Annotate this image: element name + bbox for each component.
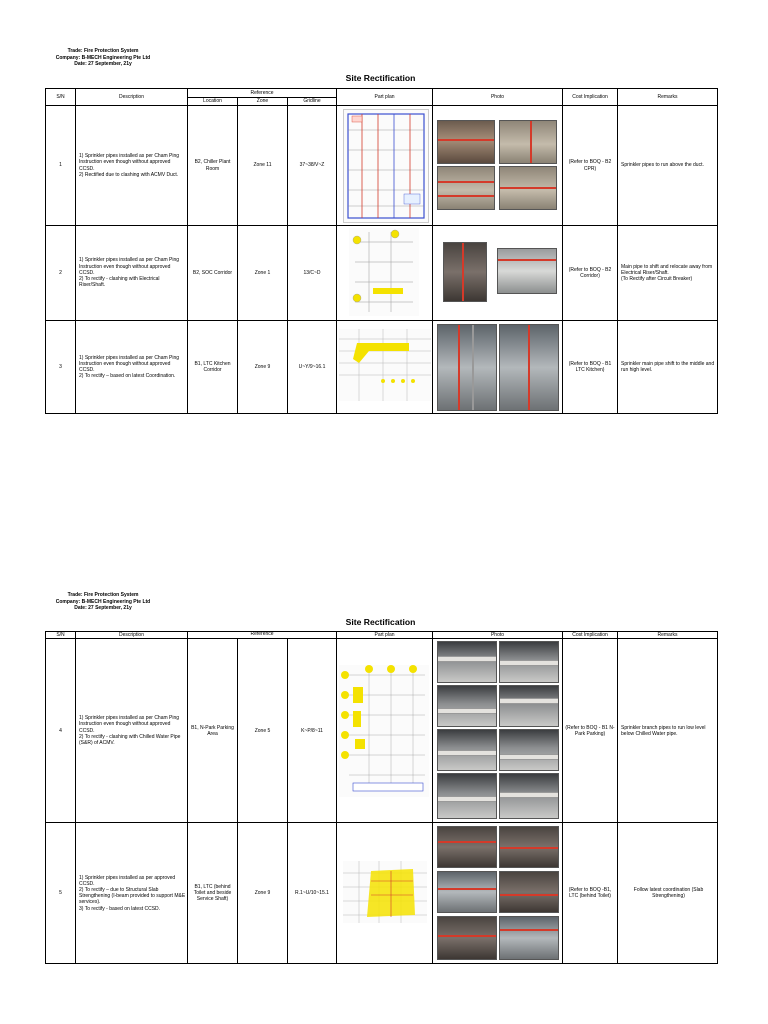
trade-label: Trade: Fire Protection System [67,592,139,598]
part-plan-drawing [339,329,431,401]
row-cost: (Refer to BOQ - B1 LTC Kitchen) [563,321,618,414]
part-plan-drawing [349,228,419,316]
col-photo: Photo [433,632,563,639]
row-description: 1) Sprinkler pipes installed as per Cham Ping Instruction even though without approved CCSD. 2) To rectify - clashing with Electrical Riser/Shaft. [76,226,188,321]
row-sn: 2 [46,226,76,321]
site-photo [499,773,559,819]
part-plan-cell [337,823,433,964]
row-description: 1) Sprinkler pipes installed as per Cham Ping Instruction even though without approved CCSD. 2) Rectified due to clashing with ACMV Duct. [76,106,188,226]
site-photo [499,826,559,868]
photo-cell [433,106,563,226]
part-plan-drawing [343,109,429,223]
part-plan-cell [337,639,433,823]
row-description: 1) Sprinkler pipes installed as per approved CCSD. 2) To rectify – due to Structural Slab Strengthening (I-beam provided to support M&E services). 3) To rectify - based on latest CCSD. [76,823,188,964]
row-description: 1) Sprinkler pipes installed as per Cham Ping Instruction even though without approved CCSD. 2) To rectify – based on latest Coordination. [76,321,188,414]
table-row [46,321,718,414]
site-photo [437,729,497,771]
photo-cell [433,321,563,414]
row-location: B2, SOC Corridor [188,226,238,321]
site-photo [499,641,559,683]
page1-header [48,48,158,68]
company-label: Company: B-MECH Engineering Pte Ltd [55,598,151,605]
site-photo [499,871,559,913]
row-zone: Zone 5 [238,639,288,823]
row-gridline: 37~38/V~Z [288,106,337,226]
col-sn: S/N [46,632,76,639]
row-gridline: U~Y/9~16.1 [288,321,337,414]
row-gridline: R.1~U/10~15.1 [288,823,337,964]
row-zone: Zone 9 [238,823,288,964]
row-remarks: Follow latest coordination (Slab Strengthening) [618,823,718,964]
col-remarks: Remarks [618,632,718,639]
site-photo [437,871,497,913]
site-photo [499,120,557,164]
site-photo [437,324,497,411]
row-sn: 4 [46,639,76,823]
row-sn: 5 [46,823,76,964]
page2-header [48,592,158,612]
row-cost: (Refer to BOQ -B1, LTC (behind Toilet) [563,823,618,964]
site-photo [499,685,559,727]
part-plan-cell [337,321,433,414]
row-sn: 1 [46,106,76,226]
row-remarks: Main pipe to shift and relocate away from Electrical Riser/Shaft. (To Rectify after Circuit Breaker) [618,226,718,321]
col-reference: Reference [188,632,337,639]
table-row [46,639,718,823]
photo-cell [433,823,563,964]
row-description: 1) Sprinkler pipes installed as per Cham Ping Instruction even though without approved CCSD. 2) To rectify - clashing with Chilled Water Pipe (S&R) of ACMV. [76,639,188,823]
table-row [46,226,718,321]
site-photo [437,826,497,868]
col-sn: S/N [46,89,76,106]
row-remarks: Sprinkler main pipe shift to the middle and run high level. [618,321,718,414]
company-label: Company: B-MECH Engineering Pte Ltd [55,54,151,61]
col-cost: Cost Implication [563,89,618,106]
row-location: B1, LTC Kitchen Corridor [188,321,238,414]
row-cost: (Refer to BOQ - B1 N-Park Parking) [563,639,618,823]
part-plan-cell [337,106,433,226]
part-plan-drawing [339,665,429,797]
site-photo [443,242,487,302]
row-location: B1, N-Park Parking Area [188,639,238,823]
col-location: Location [188,97,238,106]
site-photo [437,685,497,727]
row-cost: (Refer to BOQ - B2 CPR) [563,106,618,226]
part-plan-drawing [343,861,427,923]
row-remarks: Sprinkler branch pipes to run low level below Chilled Water pipe. [618,639,718,823]
col-description: Description [76,89,188,106]
row-sn: 3 [46,321,76,414]
row-cost: (Refer to BOQ - B2 Corridor) [563,226,618,321]
page2-title: Site Rectification [345,617,416,627]
row-gridline: 13/C~D [288,226,337,321]
col-zone: Zone [238,97,288,106]
site-photo [499,729,559,771]
table-row [46,106,718,226]
row-zone: Zone 11 [238,106,288,226]
photo-cell [433,639,563,823]
site-photo [437,916,497,960]
site-photo [437,773,497,819]
col-cost: Cost Implication [563,632,618,639]
site-photo [499,166,557,210]
site-photo [499,916,559,960]
row-zone: Zone 1 [238,226,288,321]
page1-table [45,88,718,414]
col-gridline: Gridline [288,97,337,106]
row-remarks: Sprinkler pipes to run above the duct. [618,106,718,226]
col-part-plan: Part plan [337,632,433,639]
col-reference: Reference [188,89,337,98]
col-part-plan: Part plan [337,89,433,106]
row-zone: Zone 9 [238,321,288,414]
row-location: B1, LTC (behind Toilet and beside Service Shaft) [188,823,238,964]
site-photo [497,248,557,294]
date-label: Date: 27 September, 21y [74,61,132,67]
row-gridline: K~P/8~11 [288,639,337,823]
page1-title: Site Rectification [345,73,416,83]
site-photo [437,120,495,164]
table-row [46,823,718,964]
page2-table [45,631,718,964]
date-label: Date: 27 September, 21y [74,605,132,611]
trade-label: Trade: Fire Protection System [67,48,139,54]
part-plan-cell [337,226,433,321]
row-location: B2, Chiller Plant Room [188,106,238,226]
col-remarks: Remarks [618,89,718,106]
col-photo: Photo [433,89,563,106]
col-description: Description [76,632,188,639]
site-photo [437,166,495,210]
site-photo [499,324,559,411]
photo-cell [433,226,563,321]
site-photo [437,641,497,683]
